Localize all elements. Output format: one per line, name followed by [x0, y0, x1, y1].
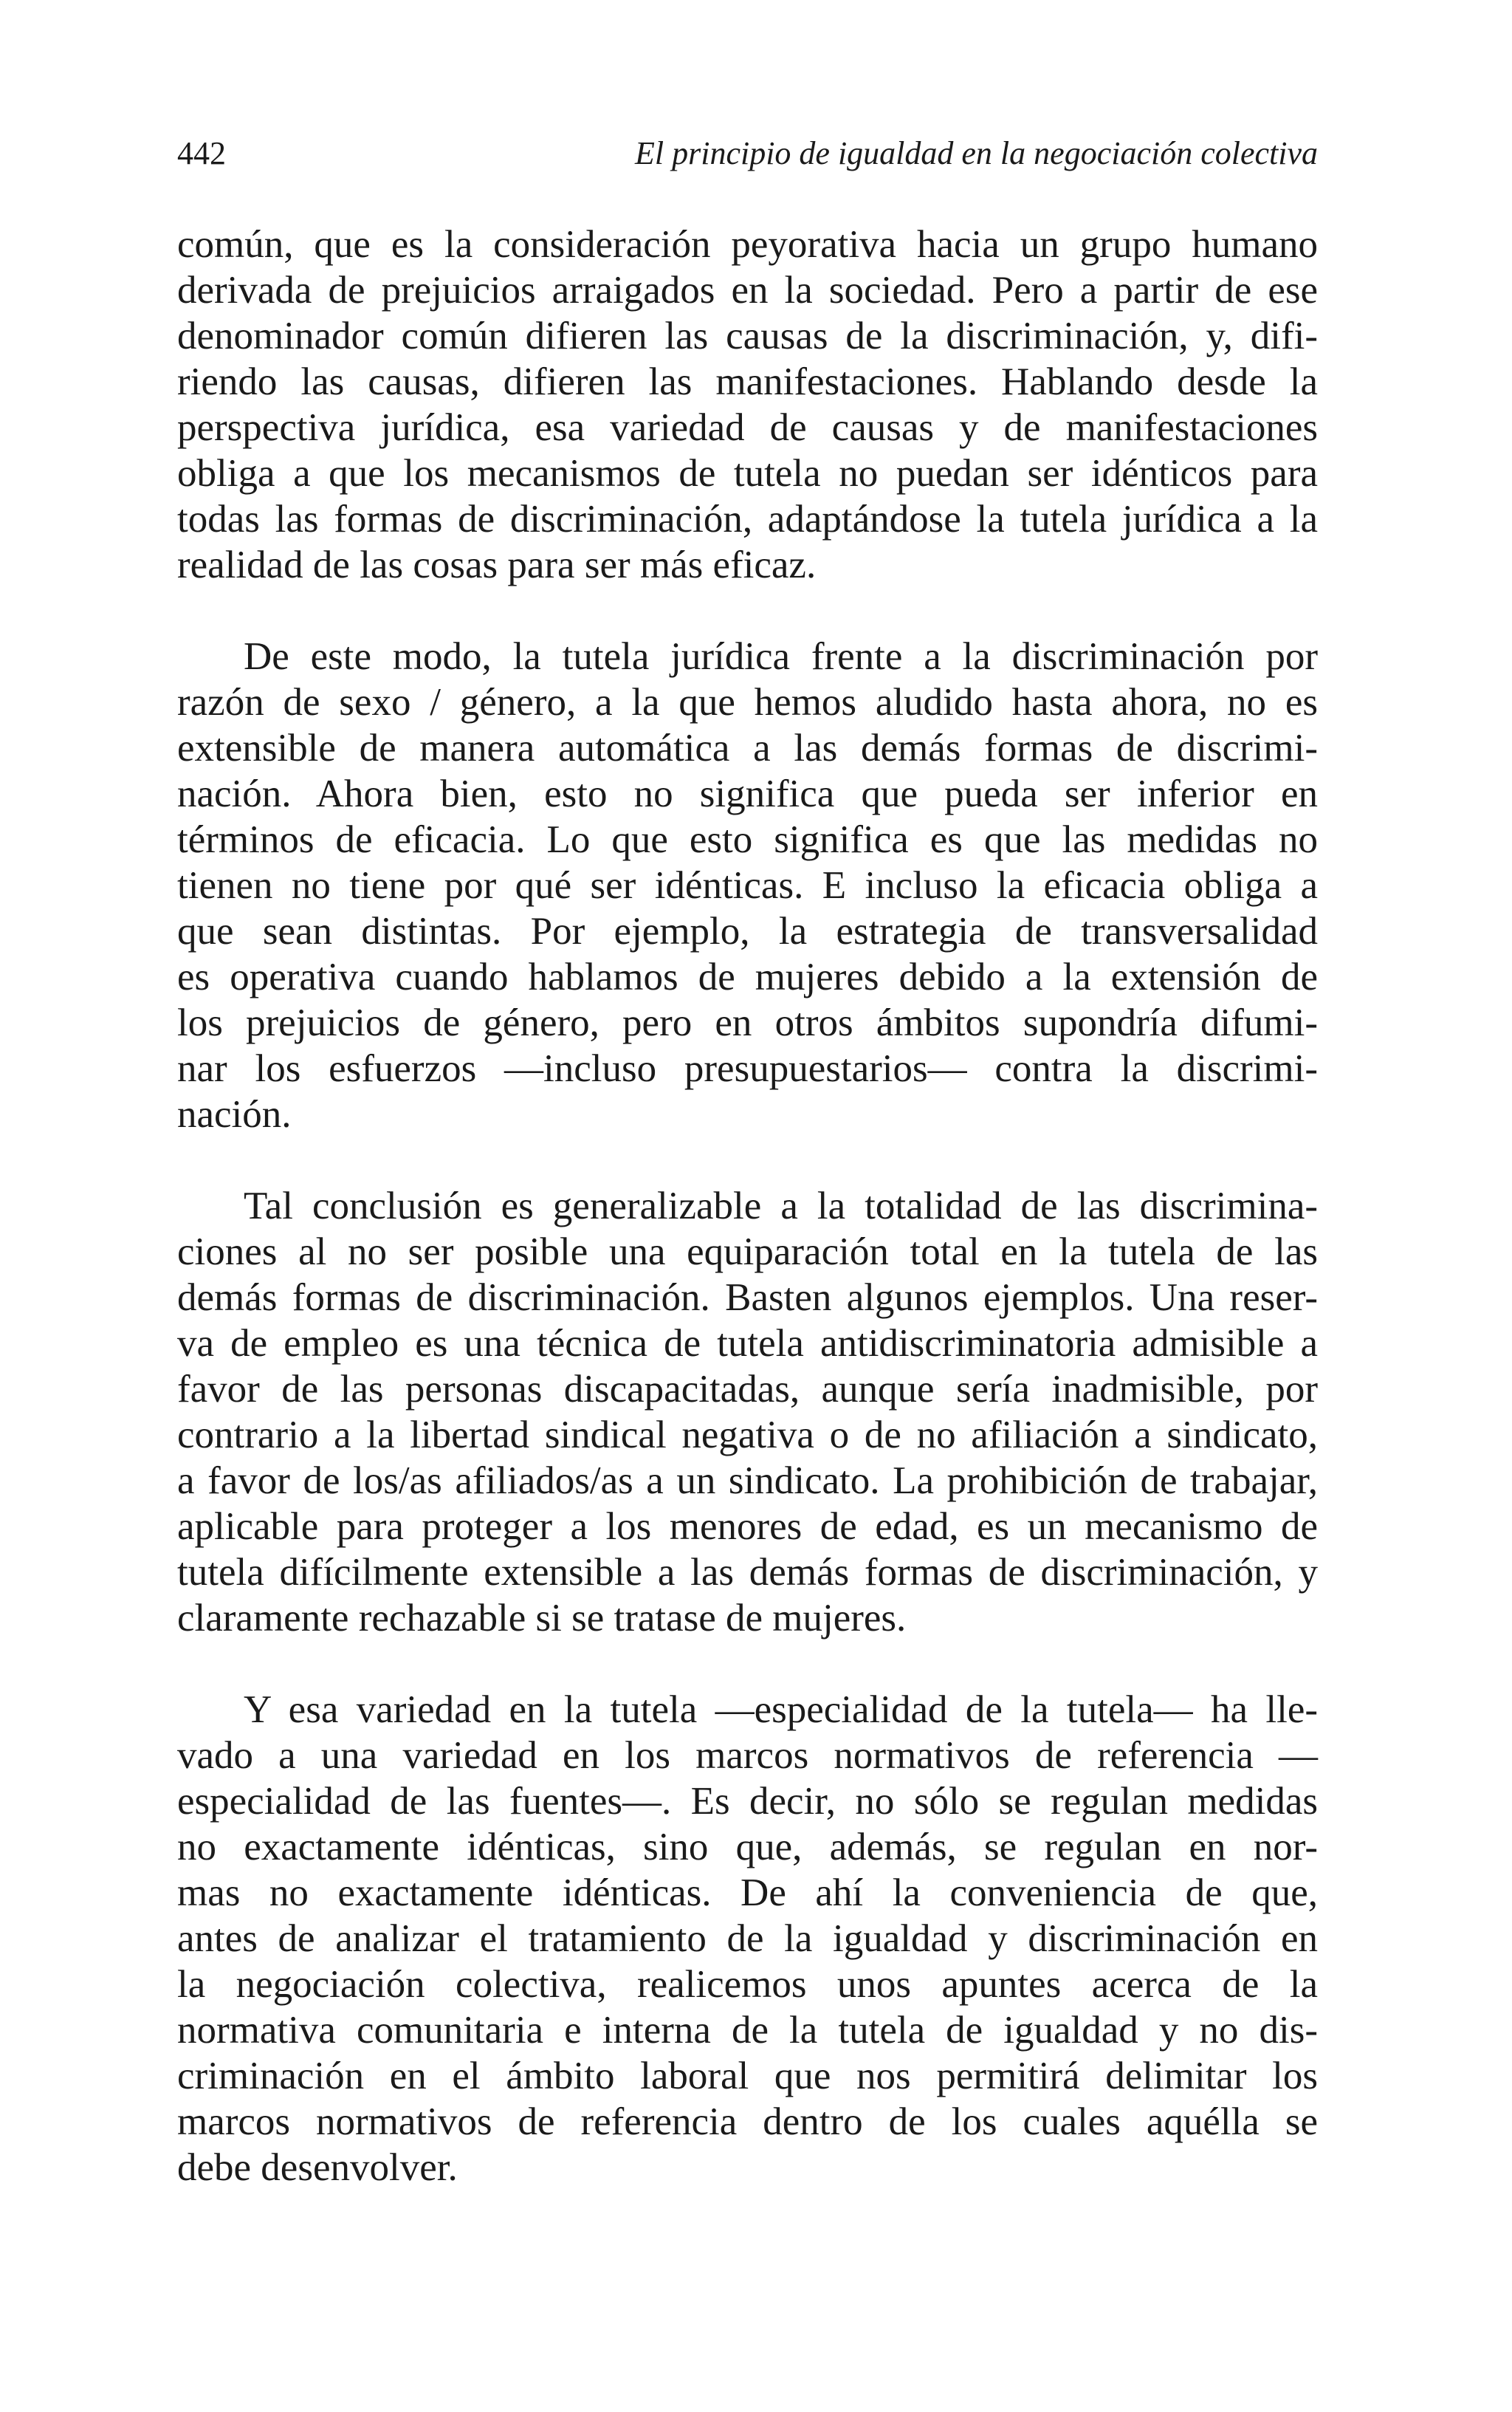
- paragraph: [177, 1687, 1318, 2190]
- text-line: a favor de los/as afiliados/as a un sindicato. La prohibición de trabajar,: [177, 1459, 1318, 1502]
- text-line: marcos normativos de referencia dentro de los cuales aquélla se: [177, 2100, 1318, 2143]
- text-line: ciones al no ser posible una equiparación total en la tutela de las: [177, 1230, 1318, 1273]
- text-line: nación.: [177, 1093, 292, 1136]
- text-line: especialidad de las fuentes—. Es decir, no sólo se regulan medidas: [177, 1780, 1318, 1823]
- text-line: la negociación colectiva, realicemos unos apuntes acerca de la: [177, 1963, 1318, 2006]
- text-line: tutela difícilmente extensible a las demás formas de discriminación, y: [177, 1551, 1318, 1594]
- paragraph: [177, 634, 1318, 1137]
- text-line: criminación en el ámbito laboral que nos permitirá delimitar los: [177, 2055, 1318, 2097]
- text-line: denominador común difieren las causas de la discriminación, y, difi-: [177, 315, 1318, 357]
- text-line: normativa comunitaria e interna de la tutela de igualdad y no dis-: [177, 2009, 1318, 2052]
- text-line: común, que es la consideración peyorativa hacia un grupo humano: [177, 223, 1318, 266]
- text-line: favor de las personas discapacitadas, aunque sería inadmisible, por: [177, 1368, 1318, 1411]
- text-line: nación. Ahora bien, esto no significa que pueda ser inferior en: [177, 772, 1318, 815]
- text-line: De este modo, la tutela jurídica frente a la discriminación por: [244, 635, 1318, 678]
- text-line: antes de analizar el tratamiento de la igualdad y discriminación en: [177, 1917, 1318, 1960]
- text-line: riendo las causas, difieren las manifestaciones. Hablando desde la: [177, 360, 1318, 403]
- text-line: vado a una variedad en los marcos normativos de referencia —: [177, 1734, 1318, 1777]
- text-line: aplicable para proteger a los menores de edad, es un mecanismo de: [177, 1505, 1318, 1548]
- text-line: extensible de manera automática a las demás formas de discrimi-: [177, 727, 1318, 770]
- text-line: debe desenvolver.: [177, 2146, 458, 2189]
- text-line: no exactamente idénticas, sino que, además, se regulan en nor-: [177, 1826, 1318, 1868]
- page-number: 442: [177, 135, 226, 171]
- body-text: [177, 222, 1318, 2190]
- text-line: claramente rechazable si se tratase de mujeres.: [177, 1597, 907, 1640]
- text-line: todas las formas de discriminación, adaptándose la tutela jurídica a la: [177, 498, 1318, 541]
- paragraph: [177, 1183, 1318, 1641]
- text-line: los prejuicios de género, pero en otros ámbitos supondría difumi-: [177, 1001, 1318, 1044]
- running-title: El principio de igualdad en la negociación colectiva: [635, 135, 1318, 171]
- text-line: es operativa cuando hablamos de mujeres debido a la extensión de: [177, 956, 1318, 998]
- text-line: Tal conclusión es generalizable a la totalidad de las discrimina-: [244, 1185, 1318, 1227]
- text-line: mas no exactamente idénticas. De ahí la conveniencia de que,: [177, 1871, 1318, 1914]
- text-line: derivada de prejuicios arraigados en la sociedad. Pero a partir de ese: [177, 269, 1318, 312]
- running-head: [177, 131, 1318, 176]
- text-line: tienen no tiene por qué ser idénticas. E incluso la eficacia obliga a: [177, 864, 1318, 907]
- text-line: términos de eficacia. Lo que esto significa es que las medidas no: [177, 818, 1318, 861]
- text-line: razón de sexo / género, a la que hemos aludido hasta ahora, no es: [177, 681, 1318, 724]
- text-line: contrario a la libertad sindical negativa o de no afiliación a sindicato,: [177, 1414, 1318, 1456]
- text-line: obliga a que los mecanismos de tutela no puedan ser idénticos para: [177, 452, 1318, 495]
- text-line: Y esa variedad en la tutela —especialidad de la tutela— ha lle-: [244, 1688, 1318, 1731]
- text-line: que sean distintas. Por ejemplo, la estrategia de transversalidad: [177, 910, 1318, 953]
- paragraph: [177, 222, 1318, 588]
- text-line: perspectiva jurídica, esa variedad de causas y de manifestaciones: [177, 406, 1318, 449]
- text-line: va de empleo es una técnica de tutela antidiscriminatoria admisible a: [177, 1322, 1318, 1365]
- text-line: realidad de las cosas para ser más eficaz.: [177, 544, 817, 586]
- text-line: nar los esfuerzos —incluso presupuestarios— contra la discrimi-: [177, 1047, 1318, 1090]
- text-line: demás formas de discriminación. Basten algunos ejemplos. Una reser-: [177, 1276, 1318, 1319]
